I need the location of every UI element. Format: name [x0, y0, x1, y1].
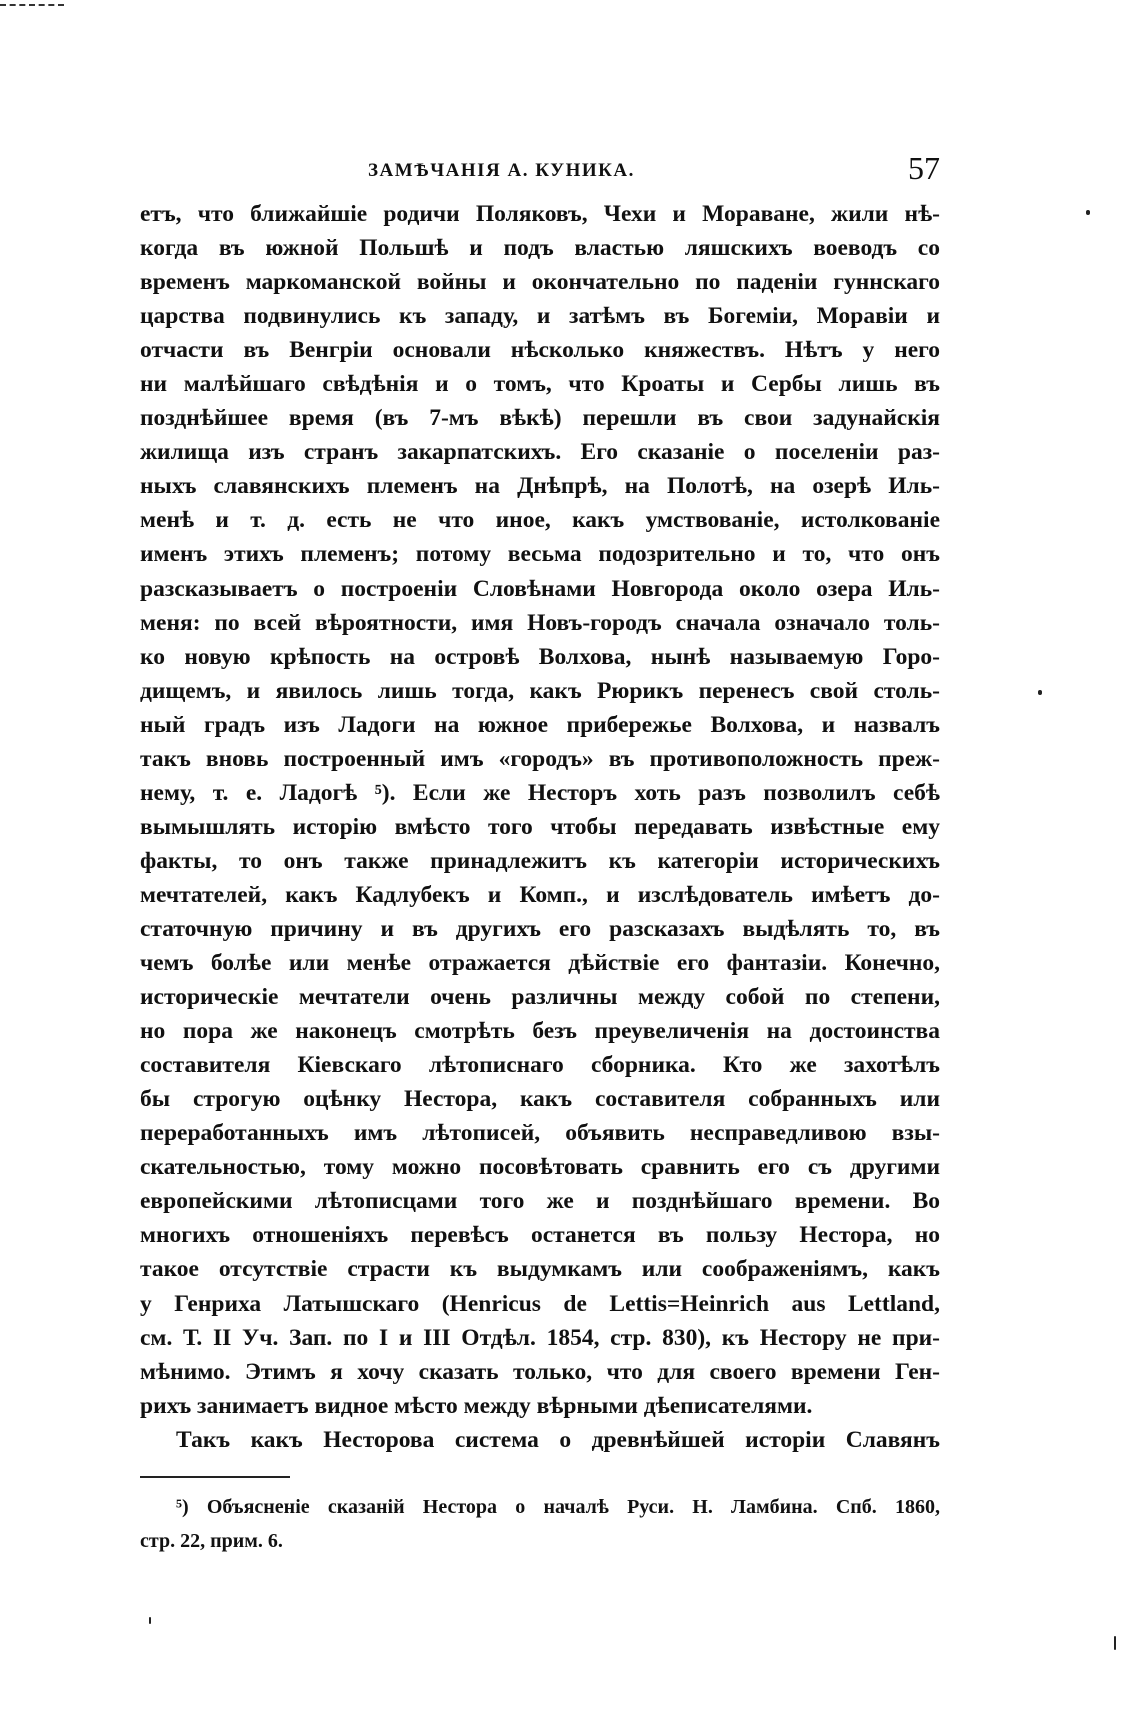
paragraph-first-line: Такъ какъ Несторова система о древнѣйшей исторіи Славянъ [176, 1426, 940, 1453]
print-speck [1114, 1636, 1116, 1650]
print-speck [1086, 210, 1090, 215]
text-line: отчасти въ Венгріи основали нѣсколько княжествъ. Нѣтъ у него [140, 337, 940, 364]
text-line: ный градъ изъ Ладоги на южное прибережье Волхова, и назвалъ [140, 711, 940, 738]
text-line: дищемъ, и явилось лишь тогда, какъ Рюрикъ перенесъ свой столь- [140, 677, 940, 704]
text-line: нему, т. е. Ладогѣ ⁵). Если же Несторъ хоть разъ позволилъ себѣ [140, 779, 940, 806]
running-head: ЗАМѢЧАНІЯ А. КУНИКА. [368, 160, 635, 181]
text-line: когда въ южной Польшѣ и подъ властью ляшскихъ воеводъ со [140, 235, 940, 262]
text-line: составителя Кіевскаго лѣтописнаго сборника. Кто же захотѣлъ [140, 1052, 940, 1079]
print-speck [149, 1617, 151, 1624]
footnote-line: стр. 22, прим. 6. [140, 1530, 283, 1552]
text-line: такое отсутствіе страсти къ выдумкамъ или соображеніямъ, какъ [140, 1256, 940, 1283]
text-line: многихъ отношеніяхъ перевѣсъ останется въ пользу Нестора, но [140, 1222, 940, 1249]
text-line: бы строгую оцѣнку Нестора, какъ составителя собранныхъ или [140, 1086, 940, 1113]
text-line: меня: по всей вѣроятности, имя Новъ-городъ сначала означало толь- [140, 609, 940, 636]
text-line: позднѣйшее время (въ 7-мъ вѣкѣ) перешли въ свои задунайскія [140, 405, 940, 432]
text-line: европейскими лѣтописцами того же и позднѣйшаго времени. Во [140, 1188, 940, 1215]
text-line: ко новую крѣпость на островѣ Волхова, нынѣ называемую Горо- [140, 643, 940, 670]
text-line: царства подвинулись къ западу, и затѣмъ въ Богеміи, Моравіи и [140, 303, 940, 330]
text-line: временъ маркоманской войны и окончательно по паденіи гуннскаго [140, 269, 940, 296]
footnotes [140, 1490, 940, 1558]
corner-dash-mark [0, 4, 64, 6]
text-line: но пора же наконецъ смотрѣть безъ преувеличенія на достоинства [140, 1018, 940, 1045]
text-line: жилища изъ странъ закарпатскихъ. Его сказаніе о поселеніи раз- [140, 439, 940, 466]
text-line: у Генриха Латышскаго (Henricus de Lettis=Heinrich aus Lettland, [140, 1290, 940, 1317]
paragraph-last-line: рихъ занимаетъ видное мѣсто между вѣрными дѣеписателями. [140, 1392, 813, 1419]
text-line: факты, то онъ также принадлежитъ къ категоріи историческихъ [140, 847, 940, 874]
body-text [140, 197, 940, 1457]
page-number: 57 [908, 150, 940, 186]
text-line: историческіе мечтатели очень различны между собой по степени, [140, 984, 940, 1011]
text-line: см. Т. II Уч. Зап. по I и III Отдѣл. 1854, стр. 830), къ Нестору не при- [140, 1324, 940, 1351]
footnote-line: ⁵) Объясненіе сказаній Нестора о началѣ Руси. Н. Ламбина. Спб. 1860, [176, 1496, 940, 1518]
footnote-rule [140, 1476, 290, 1478]
text-line: етъ, что ближайшіе родичи Поляковъ, Чехи и Мораване, жили нѣ- [140, 201, 940, 227]
text-line: такъ вновь построенный имъ «городъ» въ противоположность преж- [140, 745, 940, 772]
page-header [140, 150, 940, 194]
text-line: чемъ болѣе или менѣе отражается дѣйствіе его фантазіи. Конечно, [140, 950, 940, 977]
text-line: менѣ и т. д. есть не что иное, какъ умствованіе, истолкованіе [140, 507, 940, 534]
text-line: вымышлять исторію вмѣсто того чтобы передавать извѣстные ему [140, 813, 940, 840]
text-line: статочную причину и въ другихъ его разсказахъ выдѣлять то, въ [140, 915, 940, 942]
text-line: мѣнимо. Этимъ я хочу сказать только, что для своего времени Ген- [140, 1358, 940, 1385]
text-line: ныхъ славянскихъ племенъ на Днѣпрѣ, на Полотѣ, на озерѣ Иль- [140, 473, 940, 500]
text-line: переработанныхъ имъ лѣтописей, объявить несправедливою взы- [140, 1120, 940, 1147]
text-line: именъ этихъ племенъ; потому весьма подозрительно и то, что онъ [140, 541, 940, 568]
print-speck [1038, 690, 1042, 695]
text-line: ни малѣйшаго свѣдѣнія и о томъ, что Кроаты и Сербы лишь въ [140, 371, 940, 398]
text-line: скательностью, тому можно посовѣтовать сравнить его съ другими [140, 1154, 940, 1181]
text-line: мечтателей, какъ Кадлубекъ и Комп., и изслѣдователь имѣетъ до- [140, 881, 940, 908]
text-line: разсказываетъ о построеніи Словѣнами Новгорода около озера Иль- [140, 575, 940, 602]
